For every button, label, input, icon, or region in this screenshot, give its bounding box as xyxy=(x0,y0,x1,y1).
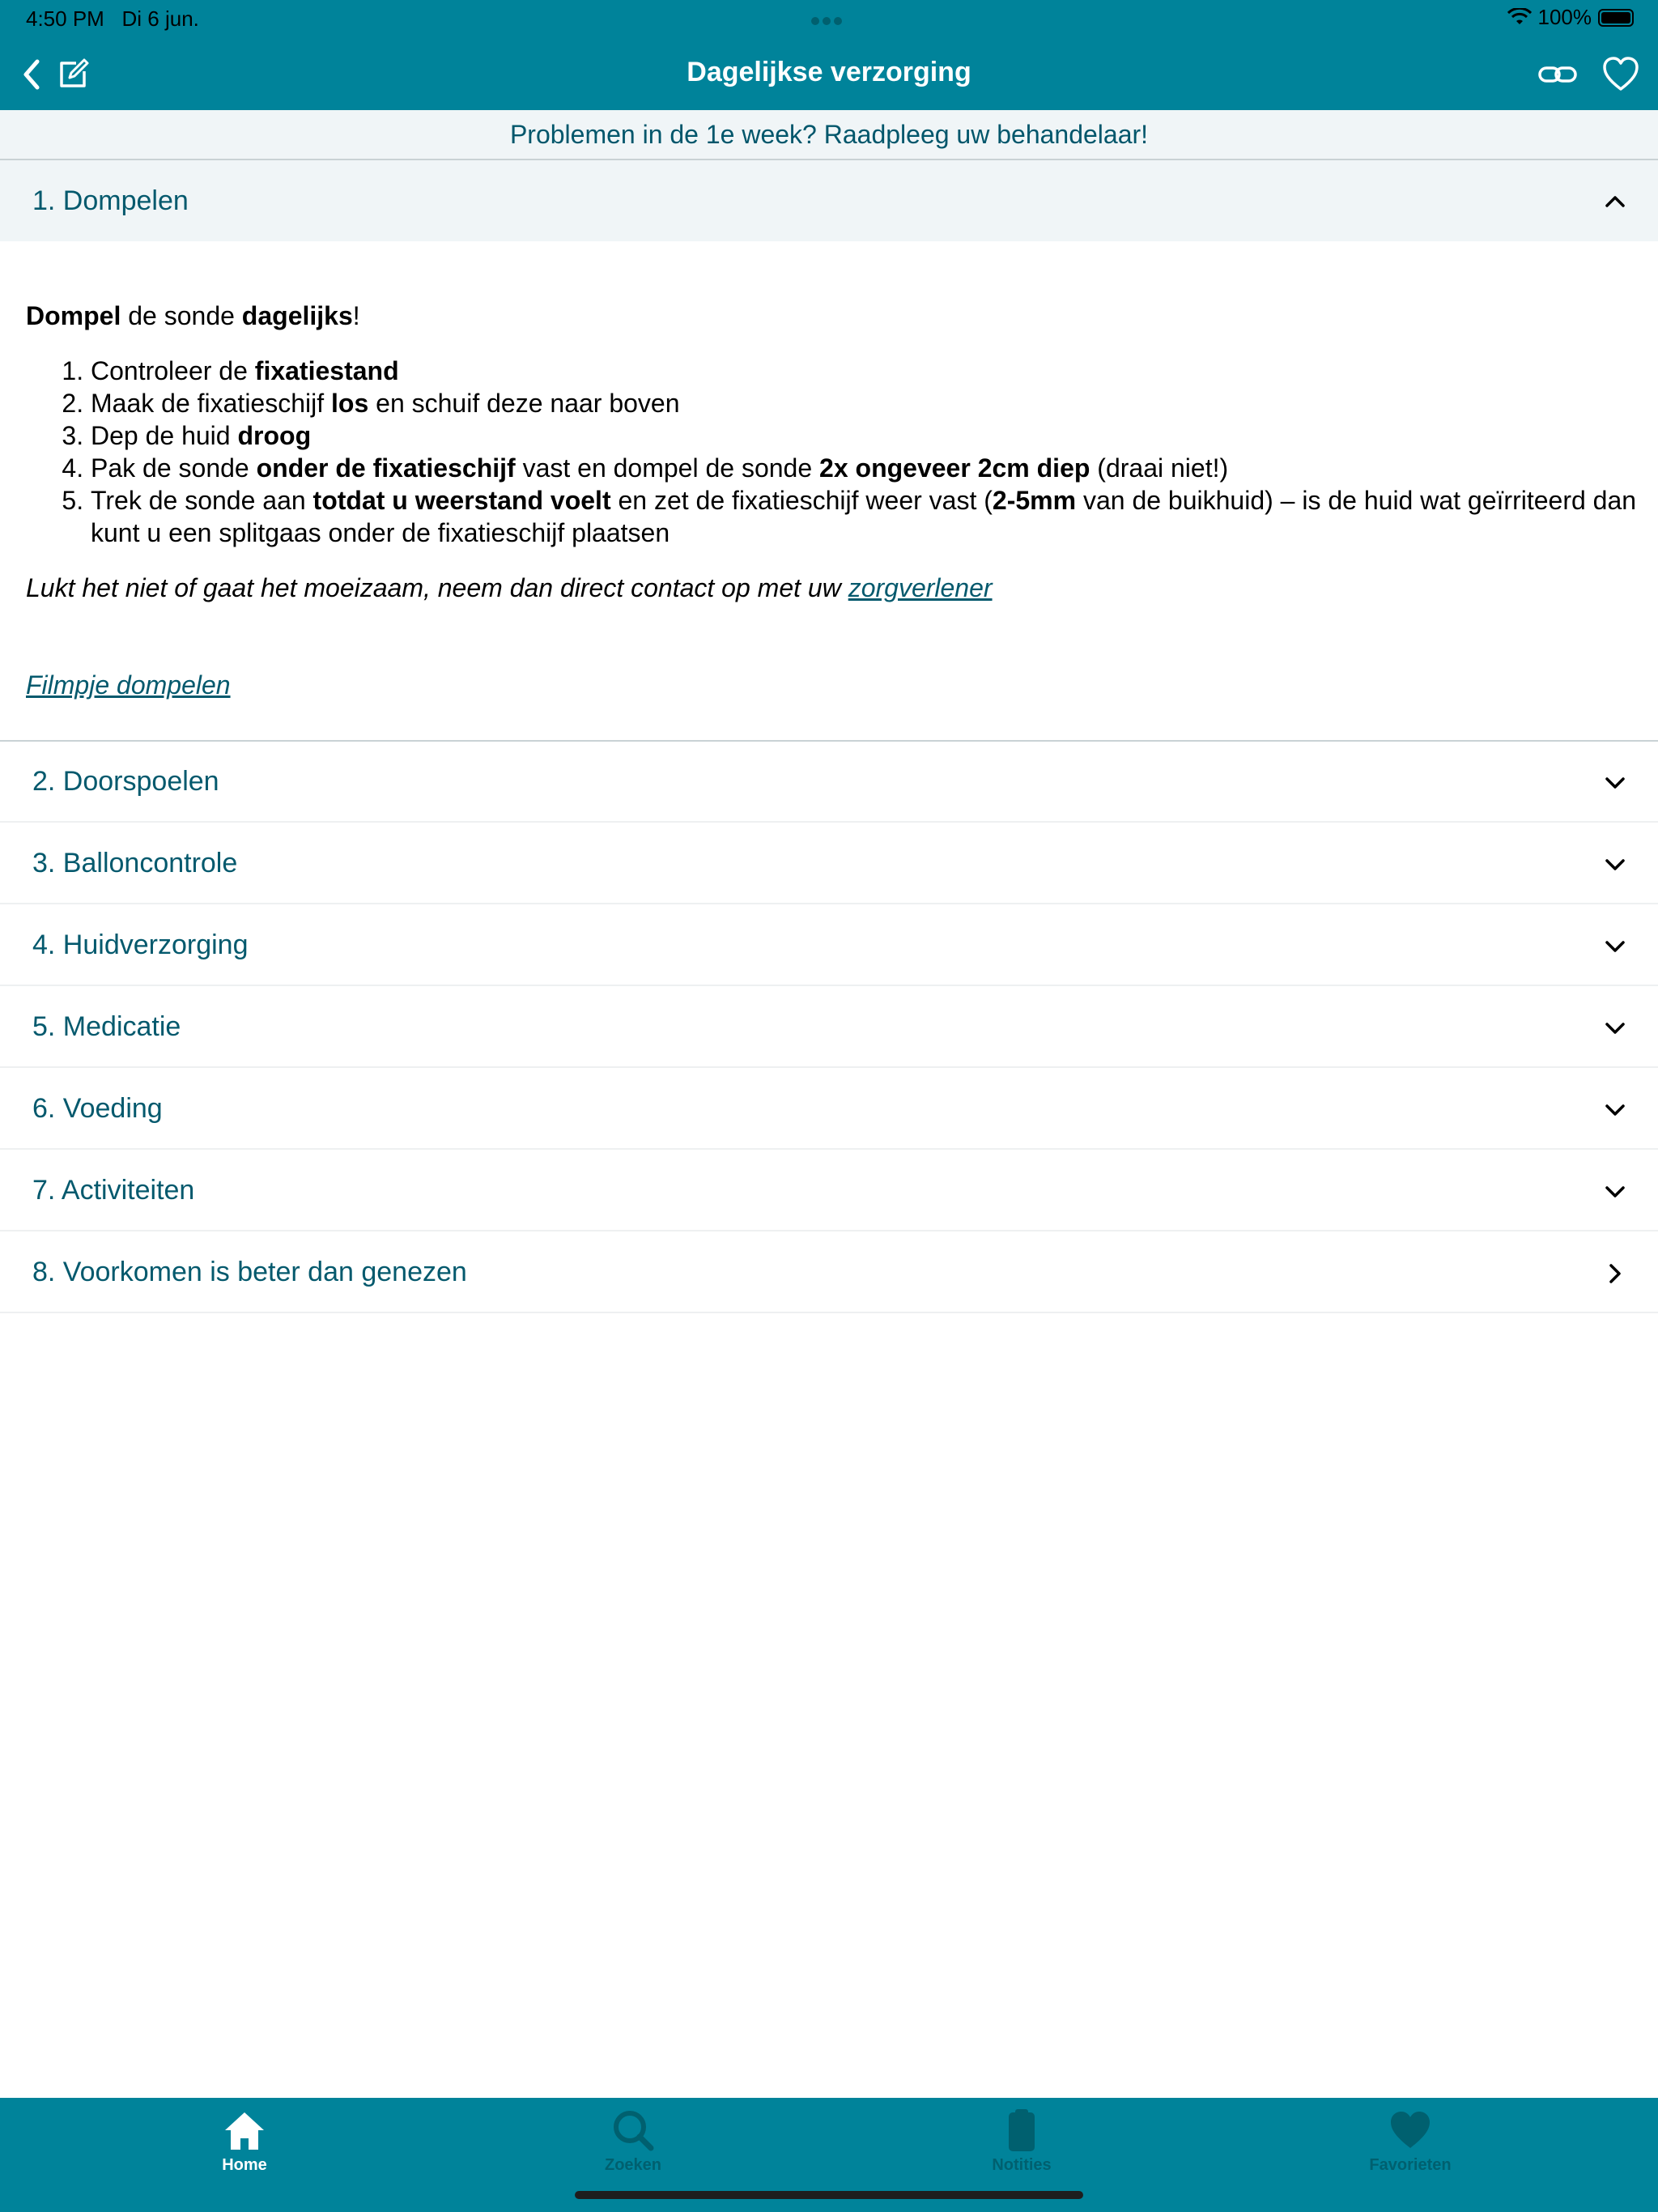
section-title: 3. Balloncontrole xyxy=(32,847,238,878)
tab-label: Notities xyxy=(992,2156,1052,2174)
video-link[interactable]: Filmpje dompelen xyxy=(26,670,231,700)
battery-icon xyxy=(1598,9,1634,27)
section-title: 1. Dompelen xyxy=(32,185,189,216)
tab-notities[interactable] xyxy=(900,2098,1143,2175)
step-item: 4. Pak de sonde onder de fixatieschijf vast en dompel de sonde 2x ongeveer 2cm diep (draai niet!) xyxy=(91,452,1637,484)
heart-icon xyxy=(1386,2106,1435,2155)
status-time xyxy=(26,6,199,32)
section-header-voeding[interactable] xyxy=(0,1069,1658,1150)
intro-paragraph: Dompel de sonde dagelijks! xyxy=(26,301,360,330)
section-title: 2. Doorspoelen xyxy=(32,765,219,797)
section-header-medicatie[interactable] xyxy=(0,987,1658,1068)
video-paragraph xyxy=(26,669,1637,701)
step-item: 3. Dep de huid droog xyxy=(91,419,1637,452)
battery-percent: 100% xyxy=(1537,5,1592,29)
clock-text: 4:50 PM xyxy=(26,6,104,31)
search-icon xyxy=(609,2106,657,2155)
step-item: 5. Trek de sonde aan totdat u weerstand voelt en zet de fixatieschijf weer vast (2-5mm van de buikhuid) – is de huid wat geïrriteerd dan kunt u een splitgaas onder de fixatieschijf plaatsen xyxy=(91,484,1637,549)
tab-label: Zoeken xyxy=(604,2156,662,2174)
section-header-balloncontrole[interactable] xyxy=(0,823,1658,904)
navigation-bar xyxy=(0,39,1658,110)
steps-list xyxy=(26,355,1637,549)
tab-zoeken[interactable] xyxy=(512,2098,755,2175)
chevron-right-icon xyxy=(1601,1260,1629,1287)
section-title: 7. Activiteiten xyxy=(32,1174,195,1206)
tab-favorieten[interactable] xyxy=(1289,2098,1532,2175)
chevron-down-icon xyxy=(1601,1178,1629,1206)
chevron-up-icon xyxy=(1601,188,1629,215)
section-title: 4. Huidverzorging xyxy=(32,929,249,960)
status-right xyxy=(1507,5,1635,30)
contact-paragraph: Lukt het niet of gaat het moeizaam, neem dan direct contact op met uw zorgverlener xyxy=(26,573,993,602)
section-title: 6. Voeding xyxy=(32,1092,163,1124)
warning-banner[interactable]: Problemen in de 1e week? Raadpleeg uw behandelaar! xyxy=(0,110,1658,160)
tab-label: Home xyxy=(222,2156,267,2174)
favorite-heart-icon[interactable] xyxy=(1600,53,1642,96)
chevron-down-icon xyxy=(1601,1015,1629,1042)
link-icon[interactable] xyxy=(1535,53,1580,96)
section-header-doorspoelen[interactable] xyxy=(0,742,1658,823)
chevron-down-icon xyxy=(1601,769,1629,797)
section-header-dompelen[interactable] xyxy=(0,160,1658,241)
home-icon xyxy=(220,2106,269,2155)
wifi-icon xyxy=(1507,8,1532,28)
section-header-voorkomen[interactable] xyxy=(0,1232,1658,1313)
section-header-activiteiten[interactable] xyxy=(0,1151,1658,1231)
date-text: Di 6 jun. xyxy=(121,6,199,31)
chevron-down-icon xyxy=(1601,933,1629,960)
zorgverlener-link[interactable]: zorgverlener xyxy=(848,573,993,602)
tab-label: Favorieten xyxy=(1369,2156,1452,2174)
section-content-dompelen xyxy=(26,300,1637,701)
home-indicator[interactable] xyxy=(575,2191,1083,2199)
section-header-huidverzorging[interactable] xyxy=(0,905,1658,986)
clipboard-icon xyxy=(997,2106,1046,2155)
step-item: 1. Controleer de fixatiestand xyxy=(91,355,1637,387)
tab-home[interactable] xyxy=(123,2098,366,2175)
chevron-down-icon xyxy=(1601,1096,1629,1124)
chevron-down-icon xyxy=(1601,851,1629,878)
section-title: 5. Medicatie xyxy=(32,1010,181,1042)
status-bar xyxy=(0,0,1658,39)
page-title: Dagelijkse verzorging xyxy=(687,57,971,87)
step-item: 2. Maak de fixatieschijf los en schuif deze naar boven xyxy=(91,387,1637,419)
multitasking-dots[interactable] xyxy=(811,15,847,23)
section-title: 8. Voorkomen is beter dan genezen xyxy=(32,1256,467,1287)
